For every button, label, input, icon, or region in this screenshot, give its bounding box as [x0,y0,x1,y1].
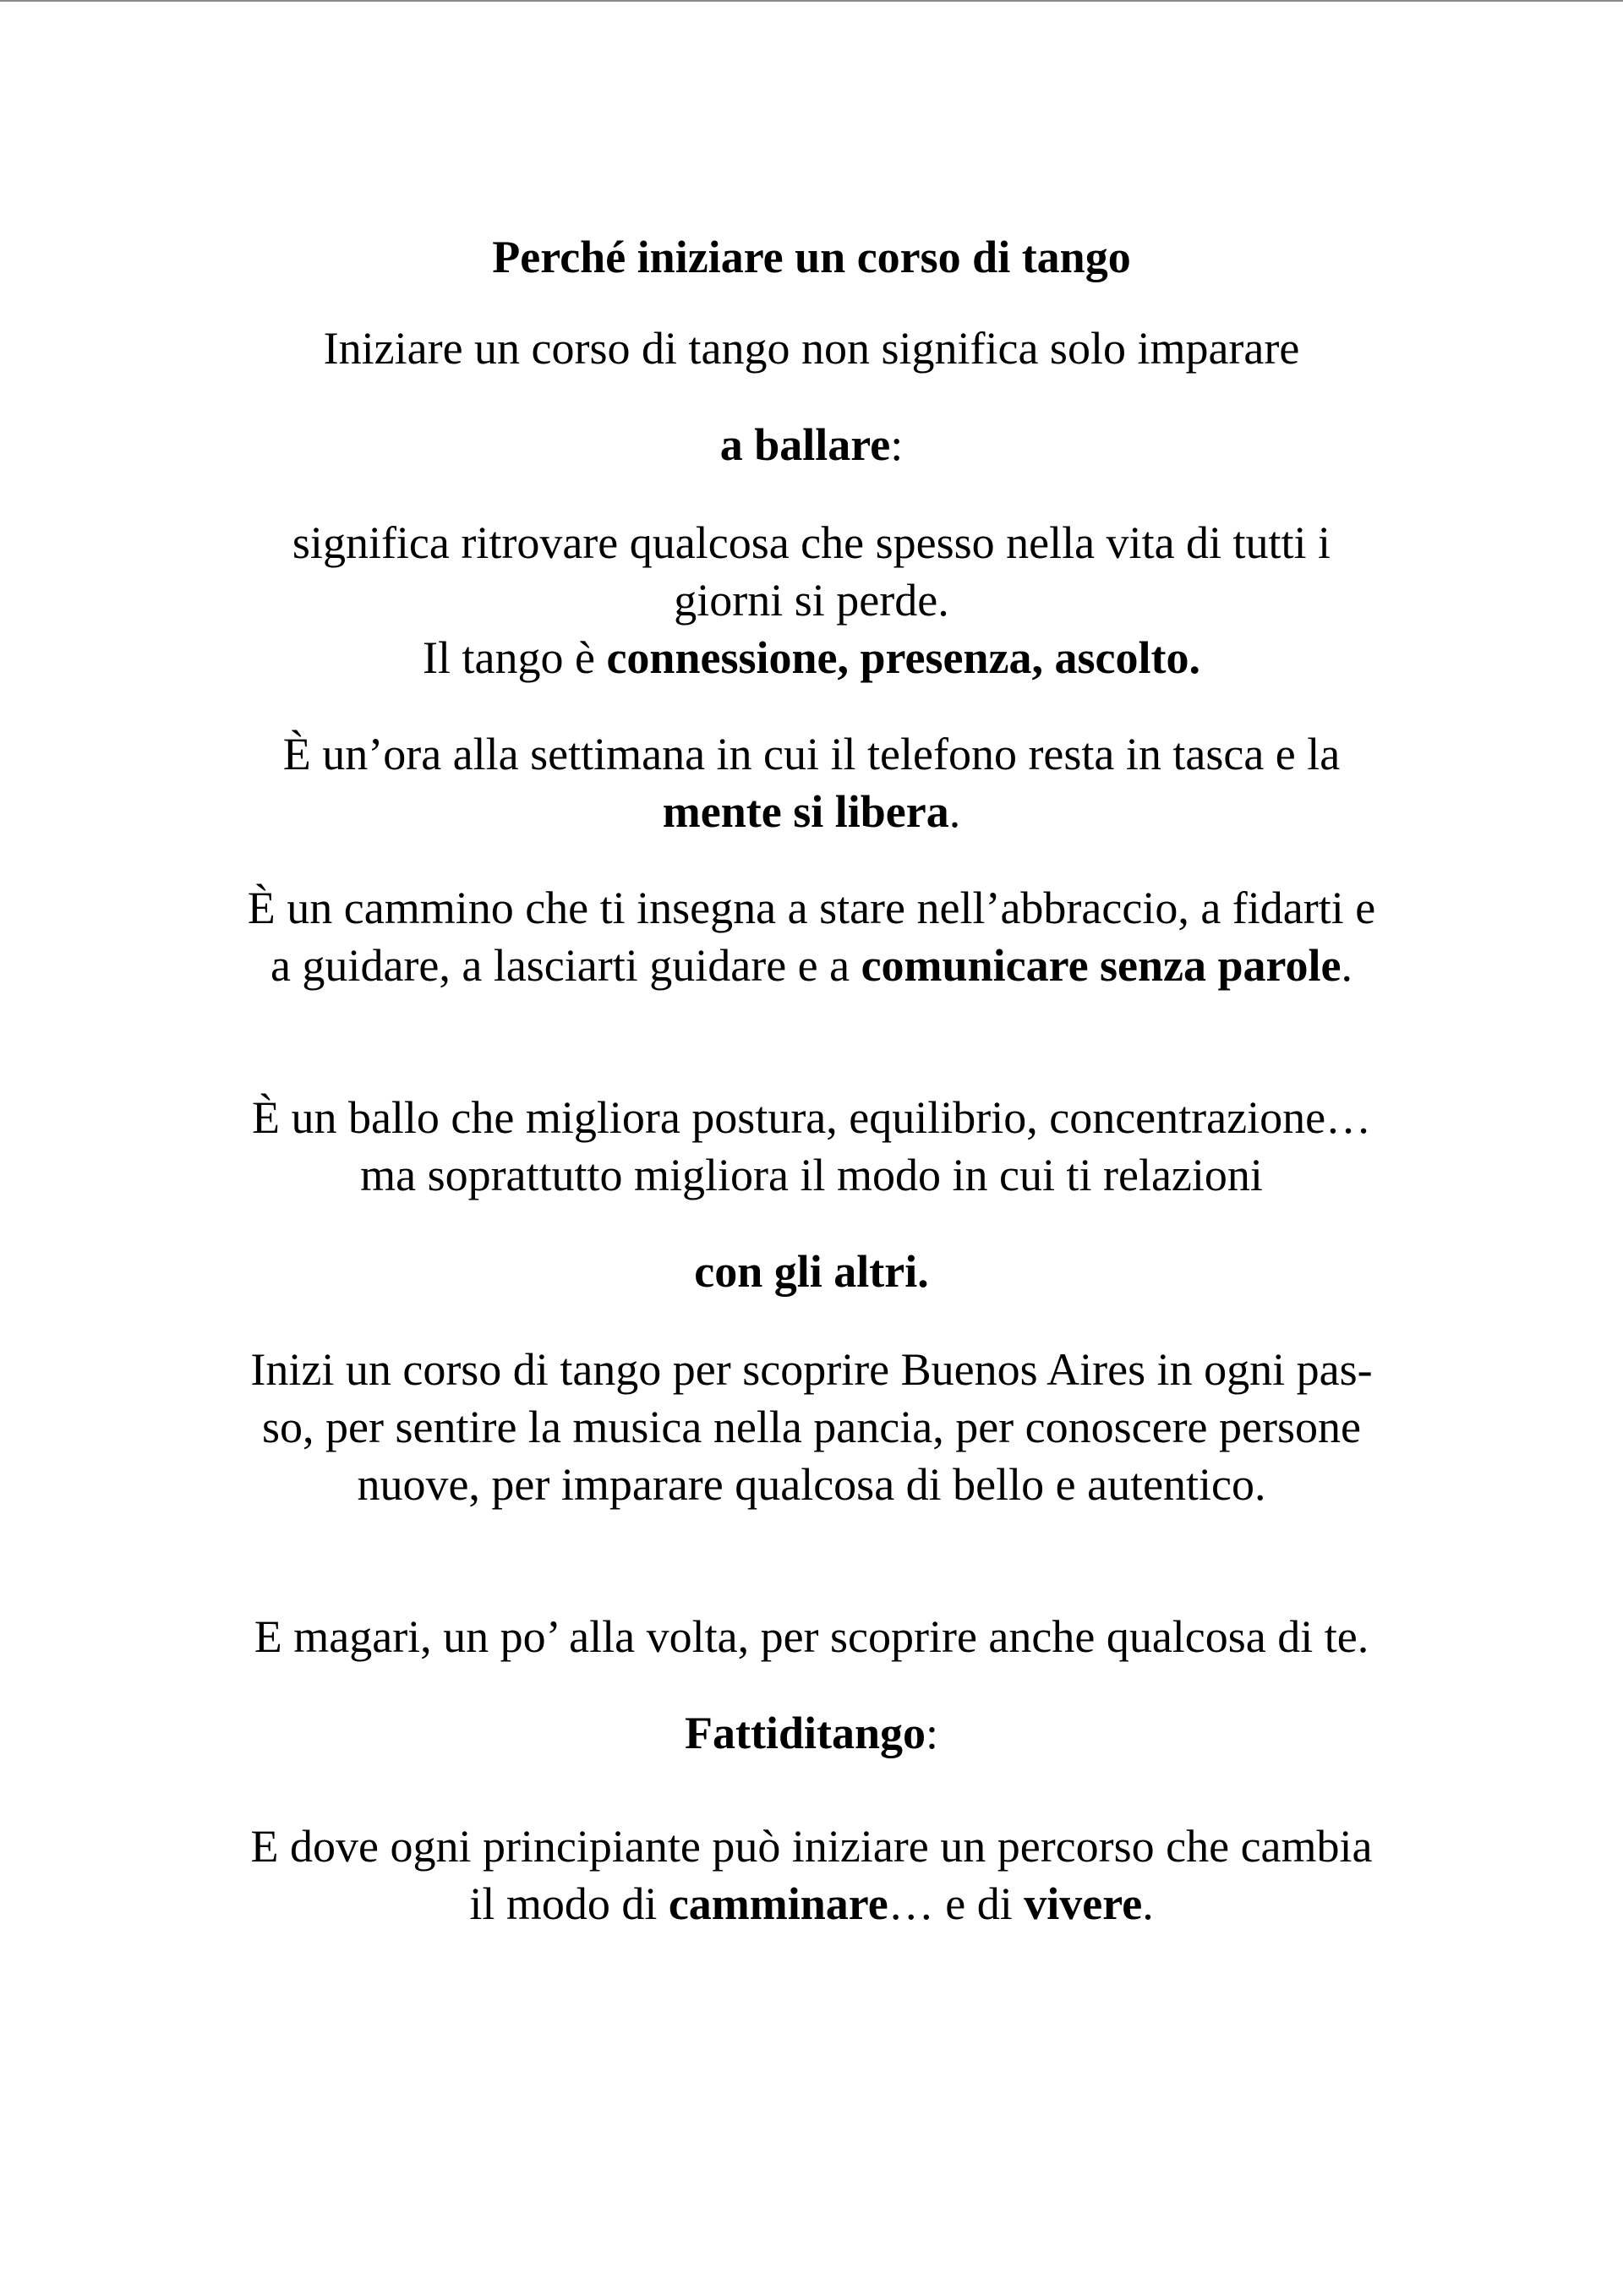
fattiditango-bold: Fattiditango [684,1708,926,1758]
ballo-line-1: È un ballo che migliora postura, equilibrio, concentrazione… [251,1092,1372,1143]
document-title [169,228,1454,286]
paragraph-ballo [169,1089,1454,1204]
paragraph-cammino [169,879,1454,994]
principiante-line-1: E dove ogni principiante può iniziare un percorso che cambia [250,1821,1373,1872]
vivere-bold: vivere [1024,1878,1143,1929]
comunicare-bold: comunicare senza parole [861,940,1342,991]
paragraph-con-gli-altri [169,1243,1454,1300]
one-hour-period: . [948,786,961,837]
paragraph-principiante [169,1818,1454,1932]
document-body [169,228,1454,1932]
cammino-line-1: È un cammino che ti insegna a stare nell’abbraccio, a fidarti e [247,883,1376,933]
principiante-line-2-prefix: il modo di [469,1878,669,1929]
buenos-aires-line-2: so, per sentire la musica nella pancia, per conoscere persone [262,1402,1361,1452]
principiante-period: . [1142,1878,1154,1929]
a-ballare-colon: : [890,419,904,470]
one-hour-line-1: È un’ora alla settimana in cui il telefono resta in tasca e la [282,729,1341,779]
camminare-bold: camminare [668,1878,888,1929]
tango-is-prefix: Il tango è [423,632,607,683]
significa-line-2: giorni si perde. [674,575,949,626]
paragraph-a-ballare [169,416,1454,473]
tango-is-bold: connessione, presenza, ascolto. [606,632,1200,683]
buenos-aires-line-1: Inizi un corso di tango per scoprire Buenos Aires in ogni pas- [250,1344,1373,1395]
significa-line-1: significa ritrovare qualcosa che spesso nella vita di tutti i [292,517,1331,568]
paragraph-intro: Iniziare un corso di tango non significa solo imparare [323,323,1300,374]
top-border-line [0,0,1623,2]
paragraph-one-hour [169,725,1454,840]
title-text: Perché iniziare un corso di tango [492,232,1131,282]
fattiditango-colon: : [926,1708,939,1758]
principiante-middle: … e di [888,1878,1025,1929]
a-ballare-bold: a ballare [719,419,891,470]
buenos-aires-line-3: nuove, per imparare qualcosa di bello e autentico. [357,1459,1266,1510]
paragraph-fattiditango [169,1704,1454,1762]
ballo-line-2: ma soprattutto migliora il modo in cui ti relazioni [360,1150,1263,1200]
con-gli-altri-bold: con gli altri. [694,1246,929,1297]
paragraph-magari: E magari, un po’ alla volta, per scoprire anche qualcosa di te. [254,1611,1369,1662]
cammino-period: . [1341,940,1353,991]
paragraph-significa [169,514,1454,686]
paragraph-buenos-aires [169,1341,1454,1513]
mente-si-libera-bold: mente si libera [662,786,949,837]
cammino-line-2-prefix: a guidare, a lasciarti guidare e a [270,940,861,991]
